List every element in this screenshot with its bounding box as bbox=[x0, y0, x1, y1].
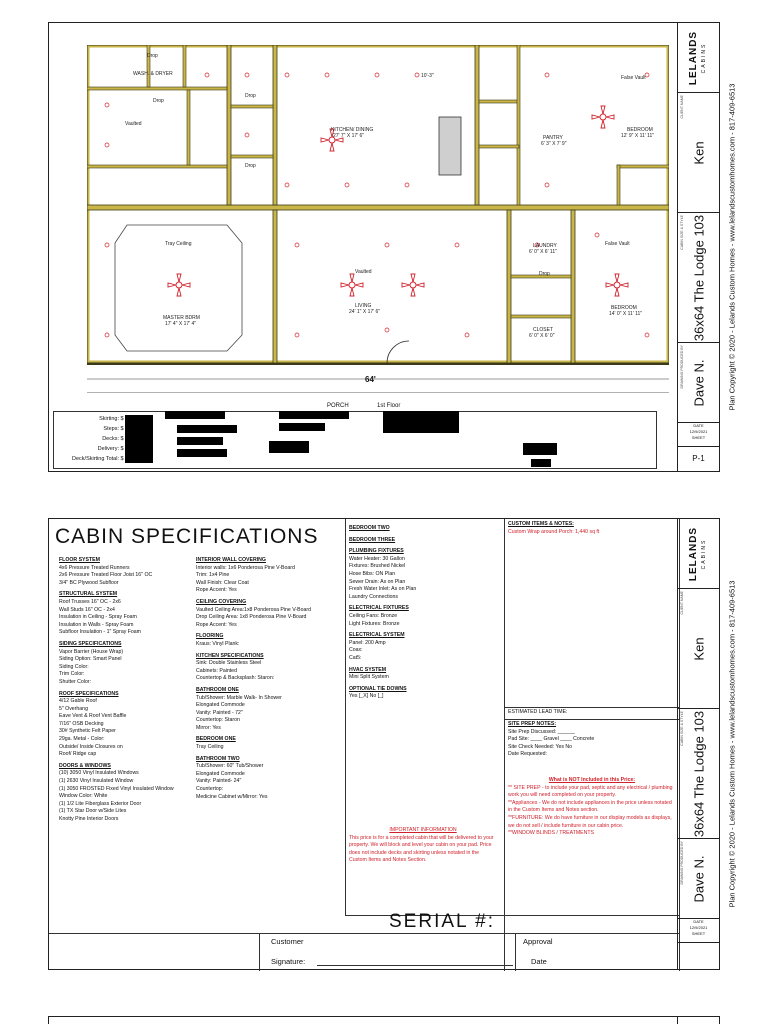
room-drop-5: Drop bbox=[539, 271, 550, 277]
spec-item: Roof/ Ridge cap bbox=[59, 751, 97, 758]
spec-item: Mirror: Yes bbox=[196, 724, 221, 731]
brand-cell bbox=[678, 23, 719, 93]
list-item: **Appliances - We do not include appliances in the price unless notated in the Custom Items and Notes section. bbox=[508, 799, 672, 814]
spec-section-heading: FLOORING bbox=[196, 633, 224, 640]
spec-item: Tub/Shower: Marble Walk- In Shower bbox=[196, 694, 282, 701]
dimension-width: 64' bbox=[365, 375, 376, 384]
room-master-size: 17' 4" X 17' 4" bbox=[165, 321, 197, 327]
spec-item: Window Color: White bbox=[59, 793, 108, 800]
spec-item: Roof Trusses 16" OC - 2x6 bbox=[59, 598, 121, 605]
room-drop-2: Drop bbox=[153, 98, 164, 104]
client-cell: CLIENT NAME Ken bbox=[678, 93, 719, 213]
spec-item: 29ga. Metal - Color: bbox=[59, 736, 105, 743]
spec-item: Drop Ceiling Area: 1x8 Ponderosa Pine V-Board bbox=[196, 614, 307, 621]
spec-item: (1) 2630 Vinyl Insulated Window bbox=[59, 778, 134, 785]
brand-logo: LELANDS CABINS bbox=[687, 30, 707, 85]
custom-items: CUSTOM ITEMS & NOTES: Custom Wrap around Porch: 1,440 sq ft bbox=[508, 521, 600, 535]
spec-section-heading: KITCHEN SPECIFICATIONS bbox=[196, 652, 264, 659]
date-cell: DATE 12/9/2021 SHEET bbox=[678, 423, 719, 447]
spec-item: Elongated Commode bbox=[196, 702, 245, 709]
spec-section-heading: BATHROOM TWO bbox=[196, 755, 240, 762]
spec-column-2 bbox=[196, 553, 346, 801]
spec-item: (1) TX Star Door w/Side Lites bbox=[59, 808, 127, 815]
spec-item: Knotty Pine Interior Doors bbox=[59, 816, 119, 822]
cost-row: Delivery: $ bbox=[97, 446, 124, 452]
list-item: ** SITE PREP - to include your pad, septic and any electrical / plumbing work you will need completed on your property. bbox=[508, 784, 673, 799]
spec-section-heading: BATHROOM ONE bbox=[196, 686, 239, 693]
spec-item: Coax: bbox=[349, 647, 363, 654]
spec-item: Countertop & Backsplash: Staron: bbox=[196, 675, 275, 682]
spec-item: Trim Color: bbox=[59, 671, 85, 678]
redaction-block bbox=[523, 443, 557, 455]
spec-item: Vaulted Ceiling Area:1x8 Ponderosa Pine V-Board bbox=[196, 606, 311, 613]
serial-number: SERIAL #: bbox=[389, 911, 496, 932]
model-name: 36x64 The Lodge 103 bbox=[691, 214, 706, 341]
spec-section-heading: SIDING SPECIFICATIONS bbox=[59, 640, 122, 647]
room-pantry-size: 6' 3" X 7' 9" bbox=[541, 141, 567, 147]
spec-item: 30# Synthetic Felt Paper bbox=[59, 728, 116, 735]
spec-item: 5" Overhang bbox=[59, 705, 88, 712]
room-drop-1: Drop bbox=[147, 53, 158, 59]
sheet-number: P-1 bbox=[692, 454, 705, 463]
room-laundry-size: 6' 0" X 6' 11" bbox=[529, 249, 557, 255]
spec-item: Subfloor Insulation - 1" Spray Foam bbox=[59, 629, 141, 636]
spec-item: Vanity: Painted - 72" bbox=[196, 709, 243, 716]
brand-logo: LELANDS CABINS bbox=[687, 526, 707, 581]
spec-item: Vanity: Painted- 24" bbox=[196, 778, 242, 785]
spec-section-heading: STRUCTURAL SYSTEM bbox=[59, 591, 118, 598]
spec-item: Yes [_X] No [_] bbox=[349, 693, 384, 700]
spec-item: Countertop: bbox=[196, 786, 224, 793]
title-block-2: LELANDS CABINS CLIENT NAME Ken CABIN SIZE & STYLE 36x64 The Lodge 103 DRAWING PRODUCED BY Dave N. DATE 12/9/2021 SHEET bbox=[677, 519, 719, 969]
redaction-block bbox=[269, 441, 309, 453]
copyright-2: Plan Copyright © 2020 - Lelands Custom Homes - www.lelandscustomhomes.com - 817-409-6513 bbox=[727, 580, 737, 908]
spec-item: Light Fixtures: Bronze bbox=[349, 620, 400, 627]
spec-item: Outside/ Inside Closures on bbox=[59, 743, 123, 750]
cost-table bbox=[53, 411, 653, 469]
spec-item: Cabinets: Painted bbox=[196, 667, 237, 674]
drawn-by: Dave N. bbox=[691, 855, 706, 902]
spec-section-heading: ROOF SPECIFICATIONS bbox=[59, 690, 119, 697]
plan-date: 12/9/2021 bbox=[689, 925, 708, 930]
list-item: Site Prep Discussed: ______ bbox=[508, 728, 575, 735]
spec-item: Countertop: Staron bbox=[196, 717, 240, 724]
spec-item: Mini Split System bbox=[349, 674, 389, 681]
room-living-size: 24' 1" X 17' 6" bbox=[349, 309, 381, 315]
room-washer: WASH. & DRYER bbox=[133, 71, 173, 77]
spec-item: Interior walls: 1x6 Ponderosa Pine V-Board bbox=[196, 564, 295, 571]
title-block bbox=[677, 23, 719, 471]
specifications-sheet bbox=[48, 518, 720, 970]
list-item: Date Requested: bbox=[508, 751, 547, 758]
plan-date: 12/9/2021 bbox=[689, 429, 708, 434]
spec-column-1 bbox=[59, 553, 199, 824]
spec-item: Fixtures: Brushed Nickel bbox=[349, 563, 406, 570]
copyright-1: Plan Copyright © 2020 - Lelands Custom Homes - www.lelandscustomhomes.com - 817-409-6513 bbox=[727, 83, 737, 411]
room-drop-4: Drop bbox=[245, 163, 256, 169]
spec-section-heading: ELECTRICAL FIXTURES bbox=[349, 605, 409, 612]
spec-item: 7/16" OSB Decking bbox=[59, 720, 104, 727]
room-master: MASTER BDRM bbox=[163, 315, 200, 321]
title-block-3 bbox=[677, 1017, 719, 1024]
spec-item: Shutter Color: bbox=[59, 678, 92, 685]
redaction-block bbox=[279, 411, 349, 419]
spec-item: Sewer Drain: As on Plan bbox=[349, 578, 406, 585]
spec-item: 3/4" BC Plywood Subfloor bbox=[59, 579, 119, 586]
room-vaulted-living: Vaulted bbox=[355, 269, 372, 275]
spec-item: Rope Accent: Yes bbox=[196, 621, 237, 628]
list-item: **FURNITURE: We do have furniture in our display models as displays, we do not sell / include furniture in our cabin price. bbox=[508, 814, 672, 829]
spec-item: (1) 3050 FROSTED Fixed Vinyl Insulated Window bbox=[59, 785, 174, 792]
spec-section-heading: BEDROOM ONE bbox=[196, 736, 236, 743]
spec-item: Ceiling Fans: Bronze bbox=[349, 612, 398, 619]
model-cell: CABIN SIZE & STYLE 36x64 The Lodge 103 bbox=[678, 213, 719, 343]
room-false-vault-1: False Vault bbox=[621, 75, 646, 81]
model-name: 36x64 The Lodge 103 bbox=[691, 710, 706, 837]
list-item: Site Check Needed: Yes No bbox=[508, 743, 573, 750]
approval-date-label: Date bbox=[531, 957, 547, 966]
site-prep-notes bbox=[508, 721, 676, 759]
room-false-vault-2: False Vault bbox=[605, 241, 630, 247]
spec-item: Rope Accent: Yes bbox=[196, 587, 237, 594]
spec-item: Hose Bibs: ON Plan bbox=[349, 570, 396, 577]
spec-column-3 bbox=[349, 521, 501, 701]
spec-item: Cat5: bbox=[349, 654, 362, 661]
cost-row: Deck/Skirting Total: $ bbox=[72, 456, 124, 462]
approval-label: Approval bbox=[523, 937, 553, 946]
list-item: Pad Site: ____ Gravel ____ Concrete bbox=[508, 736, 595, 743]
spec-item: Tray Ceiling bbox=[196, 744, 224, 751]
spec-section-heading: FLOOR SYSTEM bbox=[59, 557, 100, 563]
spec-item: 2x6 Pressure Treated Floor Joist 16" OC bbox=[59, 572, 153, 579]
spec-item: Wall Finish: Clear Coat bbox=[196, 579, 249, 586]
cost-row: Steps: $ bbox=[103, 426, 124, 432]
floor-label: 1st Floor bbox=[377, 403, 401, 409]
section-heading: SITE PREP NOTES: bbox=[508, 721, 557, 727]
room-pantry: PANTRY bbox=[543, 135, 563, 141]
room-kitchen-size: 27' 7" X 17' 6" bbox=[333, 133, 365, 139]
spec-section-heading: HVAC SYSTEM bbox=[349, 666, 387, 673]
redaction-block bbox=[177, 425, 237, 433]
spec-section-heading: PLUMBING FIXTURES bbox=[349, 548, 404, 555]
spec-item: (10) 3050 Vinyl Insulated Windows bbox=[59, 770, 139, 777]
spec-item: Insulation in Ceiling - Spray Foam bbox=[59, 614, 137, 621]
redaction-block bbox=[125, 415, 153, 463]
dimension-island: 10'-3" bbox=[421, 73, 434, 79]
room-bedroom-1-size: 12' 9" X 11' 11" bbox=[621, 133, 655, 139]
porch-label: PORCH bbox=[327, 403, 349, 409]
drawn-by: Dave N. bbox=[691, 359, 706, 406]
room-bedroom-1: BEDROOM bbox=[627, 127, 653, 133]
spec-item: Sink: Double Stainless Steel bbox=[196, 660, 262, 667]
room-drop-3: Drop bbox=[245, 93, 256, 99]
spec-item: Eave Vent & Roof Vent Baffle bbox=[59, 713, 127, 720]
spec-item: Medicine Cabinet w/Mirror: Yes bbox=[196, 793, 268, 800]
spec-section-heading: ELECTRICAL SYSTEM bbox=[349, 632, 405, 639]
room-bedroom-2-size: 14' 0" X 11' 11" bbox=[609, 311, 643, 317]
next-sheet-partial bbox=[48, 1016, 720, 1024]
spec-section-heading: OPTIONAL TIE DOWNS bbox=[349, 685, 407, 692]
spec-item: Siding Option: Smart Panel bbox=[59, 656, 122, 663]
signature-label: Signature: bbox=[271, 957, 306, 966]
spec-item: Kraus: Vinyl Plank: bbox=[196, 640, 240, 647]
redaction-block bbox=[279, 423, 325, 431]
room-laundry: LAUNDRY bbox=[533, 243, 557, 249]
spec-section-heading: CEILING COVERING bbox=[196, 598, 247, 605]
redaction-block bbox=[531, 459, 551, 467]
spec-section-heading: BEDROOM THREE bbox=[349, 536, 396, 543]
spec-item: (1) 1/2 Lite Fiberglass Exterior Door bbox=[59, 800, 142, 807]
spec-item: 4x6 Pressure Treated Runners bbox=[59, 564, 130, 571]
spec-item: Fresh Water Inlet: As on Plan bbox=[349, 586, 417, 593]
spec-item: Wall Studs 16" OC - 2x4 bbox=[59, 606, 115, 613]
redaction-block bbox=[165, 411, 225, 419]
redaction-block bbox=[177, 449, 227, 457]
spec-item: Siding Color: bbox=[59, 663, 89, 670]
cost-row: Decks: $ bbox=[102, 436, 124, 442]
drawn-cell: DRAWING PRODUCED BY Dave N. bbox=[678, 343, 719, 423]
not-included bbox=[508, 777, 676, 838]
spec-section-heading: INTERIOR WALL COVERING bbox=[196, 557, 266, 563]
room-kitchen: KITCHEN/ DINING bbox=[331, 127, 374, 133]
spec-item: Vapor Barrier (House Wrap) bbox=[59, 648, 124, 655]
spec-item: Water Heater: 30 Gallon bbox=[349, 555, 405, 562]
spec-title: CABIN SPECIFICATIONS bbox=[55, 525, 319, 548]
floor-plan-sheet bbox=[48, 22, 720, 472]
spec-section-heading: DOORS & WINDOWS bbox=[59, 762, 111, 769]
spec-item: 4/12 Gable Roof bbox=[59, 698, 97, 705]
room-closet: CLOSET bbox=[533, 327, 554, 333]
spec-section-heading: BEDROOM TWO bbox=[349, 525, 390, 531]
spec-item: Trim: 1x4 Pine bbox=[196, 572, 230, 579]
floor-plan-drawing bbox=[87, 45, 669, 393]
section-heading: What is NOT Included in this Price: bbox=[548, 777, 636, 783]
spec-item: Panel: 200 Amp bbox=[349, 639, 386, 646]
room-closet-size: 6' 0" X 6' 0" bbox=[529, 333, 555, 339]
spec-item: Insulation in Walls - Spray Foam bbox=[59, 621, 134, 628]
spec-item: Tub/Shower: 60" Tub/Shower bbox=[196, 763, 264, 770]
redaction-block bbox=[177, 437, 223, 445]
lead-time: ESTIMATED LEAD TIME: bbox=[508, 709, 568, 715]
client-name: Ken bbox=[691, 140, 706, 165]
customer-label: Customer bbox=[271, 937, 304, 946]
room-bedroom-2: BEDROOM bbox=[611, 305, 637, 311]
redaction-block bbox=[383, 411, 459, 433]
room-living: LIVING bbox=[355, 303, 372, 309]
client-name: Ken bbox=[691, 636, 706, 661]
room-vaulted-bath: Vaulted bbox=[125, 121, 142, 127]
spec-item: Laundry Connections bbox=[349, 593, 399, 600]
room-tray-ceiling: Tray Ceiling bbox=[165, 241, 192, 247]
list-item: **WINDOW BLINDS / TREATMENTS bbox=[508, 830, 594, 837]
cost-row: Skirting: $ bbox=[99, 416, 124, 422]
spec-item: Elongated Commode bbox=[196, 770, 245, 777]
important-information: IMPORTANT INFORMATION This price is for a completed cabin that will be delivered to your property. We will block and level your cabin on your pad. Price does not include decks and skirting unless notated in the Custom Items and Notes Section. bbox=[349, 827, 494, 864]
